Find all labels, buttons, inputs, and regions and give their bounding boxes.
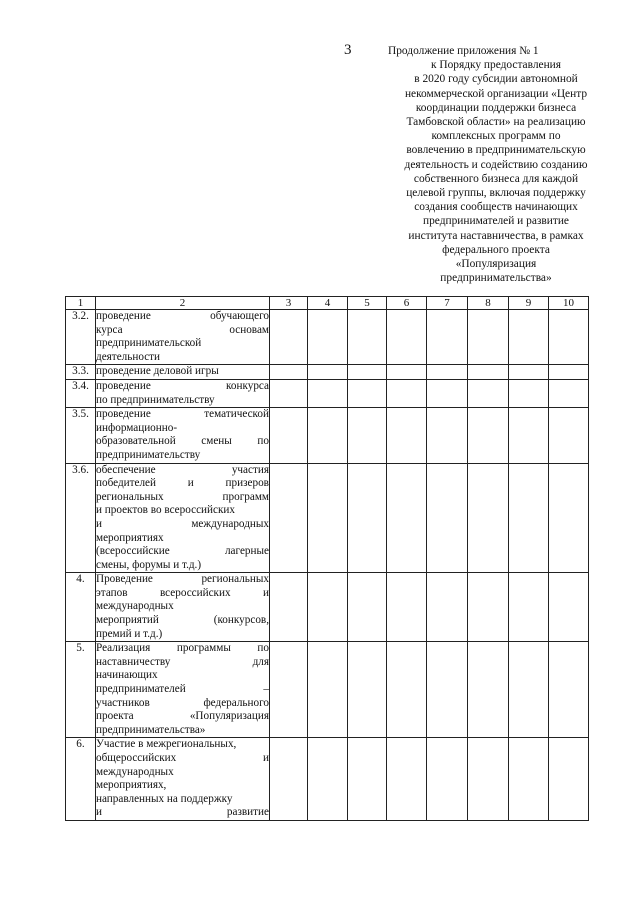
empty-cell [468,379,509,407]
measure-description [96,379,270,407]
column-header: 1 [66,297,96,310]
empty-cell [427,310,468,365]
description-word: лагерные [224,545,269,558]
measure-description [96,365,270,380]
empty-cell [427,365,468,380]
empty-cell [509,310,549,365]
column-header: 6 [387,297,427,310]
appendix-header [376,44,616,285]
description-line [96,435,269,449]
description-line: премий и т.д.) [96,627,163,640]
empty-cell [509,463,549,573]
header-line: Тамбовской области» на реализацию [406,116,586,129]
empty-cell [270,408,308,463]
empty-cell [308,642,348,738]
table-header-row [66,297,589,310]
description-line [96,656,269,670]
description-word: региональных [96,490,164,503]
empty-cell [348,738,387,821]
header-line: целевой группы, включая поддержку [406,187,586,200]
description-line: мероприятиях [96,531,164,544]
empty-cell [387,642,427,738]
description-line [96,573,269,587]
empty-cell [308,573,348,642]
empty-cell [509,738,549,821]
row-number: 3.5. [66,408,96,463]
description-word: этапов [96,586,128,599]
empty-cell [308,379,348,407]
description-word: и [96,517,102,530]
measures-table [65,296,589,821]
empty-cell [308,408,348,463]
row-number: 5. [66,642,96,738]
description-word: региональных [201,573,269,586]
description-word: Реализация [96,642,151,655]
description-line [96,752,269,766]
column-header: 3 [270,297,308,310]
empty-cell [348,379,387,407]
empty-cell [387,310,427,365]
empty-cell [387,408,427,463]
description-line: предпринимательства» [96,723,206,736]
header-line: создания сообществ начинающих [414,201,578,214]
description-word: и [263,752,269,764]
column-header: 10 [549,297,589,310]
page-number: 3 [344,42,352,58]
empty-cell [308,738,348,821]
empty-cell [427,463,468,573]
empty-cell [549,365,589,380]
empty-cell [468,642,509,738]
description-line: Участие в межрегиональных, [96,738,237,751]
empty-cell [468,408,509,463]
empty-cell [348,463,387,573]
empty-cell [308,463,348,573]
empty-cell [468,573,509,642]
description-word: курса [96,323,123,336]
empty-cell [427,642,468,738]
description-line: начинающих [96,669,158,682]
empty-cell [468,365,509,380]
empty-cell [270,310,308,365]
description-word: программы [176,642,231,655]
description-word: проведение [96,379,151,392]
description-line: мероприятиях, [96,779,167,792]
description-word: победителей [96,477,157,490]
description-line [96,477,269,491]
description-word: программ [222,490,269,503]
description-word: обеспечение [96,463,156,476]
empty-cell [509,408,549,463]
empty-cell [308,310,348,365]
empty-cell [427,573,468,642]
description-word: проведение [96,408,151,421]
description-line [96,697,269,711]
description-word: участников [96,696,150,709]
table-row [66,463,589,573]
description-word: тематической [204,408,269,421]
description-word: – [263,683,269,696]
column-header: 9 [509,297,549,310]
empty-cell [549,310,589,365]
header-line: предпринимательства» [440,272,552,285]
description-word: (конкурсов, [213,614,269,627]
empty-cell [270,642,308,738]
empty-cell [549,408,589,463]
description-line: международных [96,765,174,778]
description-word: мероприятий [96,614,159,627]
header-line: комплексных программ по [431,130,561,143]
header-line: собственного бизнеса для каждой [413,172,579,185]
row-number: 3.2. [66,310,96,365]
empty-cell [348,573,387,642]
description-line [96,710,269,724]
description-line [96,545,269,559]
empty-cell [468,310,509,365]
header-line: Продолжение приложения № 1 [388,45,539,57]
empty-cell [468,463,509,573]
description-word: смены [201,435,232,448]
description-line [96,806,269,820]
description-line [96,614,269,628]
empty-cell [270,365,308,380]
row-number: 3.4. [66,379,96,407]
empty-cell [468,738,509,821]
table-row [66,408,589,463]
measure-description [96,310,270,365]
description-line [96,642,269,656]
description-word: образовательной [96,435,176,448]
description-word: обучающего [210,310,269,322]
description-line: проведение деловой игры [96,365,219,378]
description-word: и [187,477,194,490]
description-line: предпринимательской [96,337,202,350]
description-word: «Популяризация [189,710,269,723]
column-header: 4 [308,297,348,310]
description-line: по предпринимательству [96,393,215,406]
description-line [96,324,269,338]
empty-cell [509,573,549,642]
description-word: проведение [96,310,151,322]
description-word: призеров [225,477,269,490]
header-line: деятельность и содействию созданию [404,158,588,171]
measure-description [96,642,270,738]
description-word: общероссийских [96,752,177,764]
empty-cell [387,463,427,573]
description-word: (всероссийские [96,545,170,558]
description-line: смены, форумы и т.д.) [96,558,202,571]
empty-cell [549,738,589,821]
header-line: координации поддержки бизнеса [415,101,577,114]
description-word: предпринимателей [96,683,186,696]
table-row [66,365,589,380]
description-word: развитие [226,806,269,819]
row-number: 3.6. [66,463,96,573]
header-line: федерального проекта [442,243,550,256]
description-line: предпринимательству [96,448,201,461]
description-line [96,408,269,422]
header-line: «Популяризация [455,258,537,271]
empty-cell [308,365,348,380]
description-word: международных [191,517,269,530]
empty-cell [387,738,427,821]
description-word: Проведение [96,573,153,586]
measure-description [96,463,270,573]
description-line: информационно- [96,421,178,434]
header-line: некоммерческой организации «Центр [404,87,588,100]
empty-cell [270,379,308,407]
empty-cell [348,365,387,380]
column-header: 8 [468,297,509,310]
empty-cell [270,738,308,821]
empty-cell [348,310,387,365]
measure-description [96,408,270,463]
description-line: и проектов во всероссийских [96,504,235,517]
description-line [96,587,269,601]
description-line [96,464,269,478]
description-word: и [96,806,102,819]
empty-cell [549,573,589,642]
row-number: 4. [66,573,96,642]
header-line: предпринимателей и развитие [423,215,569,228]
header-line: вовлечению в предпринимательскую [406,144,586,157]
description-word: по [257,435,269,448]
empty-cell [270,573,308,642]
empty-cell [509,642,549,738]
description-line [96,683,269,697]
description-word: наставничеству [96,655,171,668]
empty-cell [427,379,468,407]
description-word: федерального [203,696,269,709]
description-word: и [263,586,269,599]
empty-cell [549,463,589,573]
row-number: 6. [66,738,96,821]
table-row [66,310,589,365]
empty-cell [509,379,549,407]
empty-cell [348,408,387,463]
column-header: 2 [96,297,270,310]
description-line: международных [96,600,174,613]
empty-cell [549,642,589,738]
empty-cell [427,738,468,821]
measure-description [96,738,270,821]
header-line: к Порядку предоставления [430,59,562,72]
empty-cell [270,463,308,573]
description-word: всероссийских [159,586,231,599]
description-word: для [252,655,269,668]
header-line: института наставничества, в рамках [408,229,584,242]
description-line: направленных на поддержку [96,792,233,805]
header-line: в 2020 году субсидии автономной [414,73,578,86]
table-row [66,738,589,821]
description-line [96,518,269,532]
description-word: по [257,642,269,655]
empty-cell [427,408,468,463]
column-header: 5 [348,297,387,310]
empty-cell [387,365,427,380]
column-header: 7 [427,297,468,310]
empty-cell [509,365,549,380]
description-line [96,491,269,505]
description-line [96,380,269,394]
description-line [96,310,269,324]
empty-cell [549,379,589,407]
measure-description [96,573,270,642]
description-word: конкурса [226,379,269,392]
table-row [66,573,589,642]
row-number: 3.3. [66,365,96,380]
empty-cell [348,642,387,738]
table-row [66,379,589,407]
empty-cell [387,573,427,642]
table-row [66,642,589,738]
description-word: основам [229,323,269,336]
description-line: деятельности [96,350,161,363]
description-word: проекта [96,710,134,723]
empty-cell [387,379,427,407]
description-word: участия [231,463,269,476]
